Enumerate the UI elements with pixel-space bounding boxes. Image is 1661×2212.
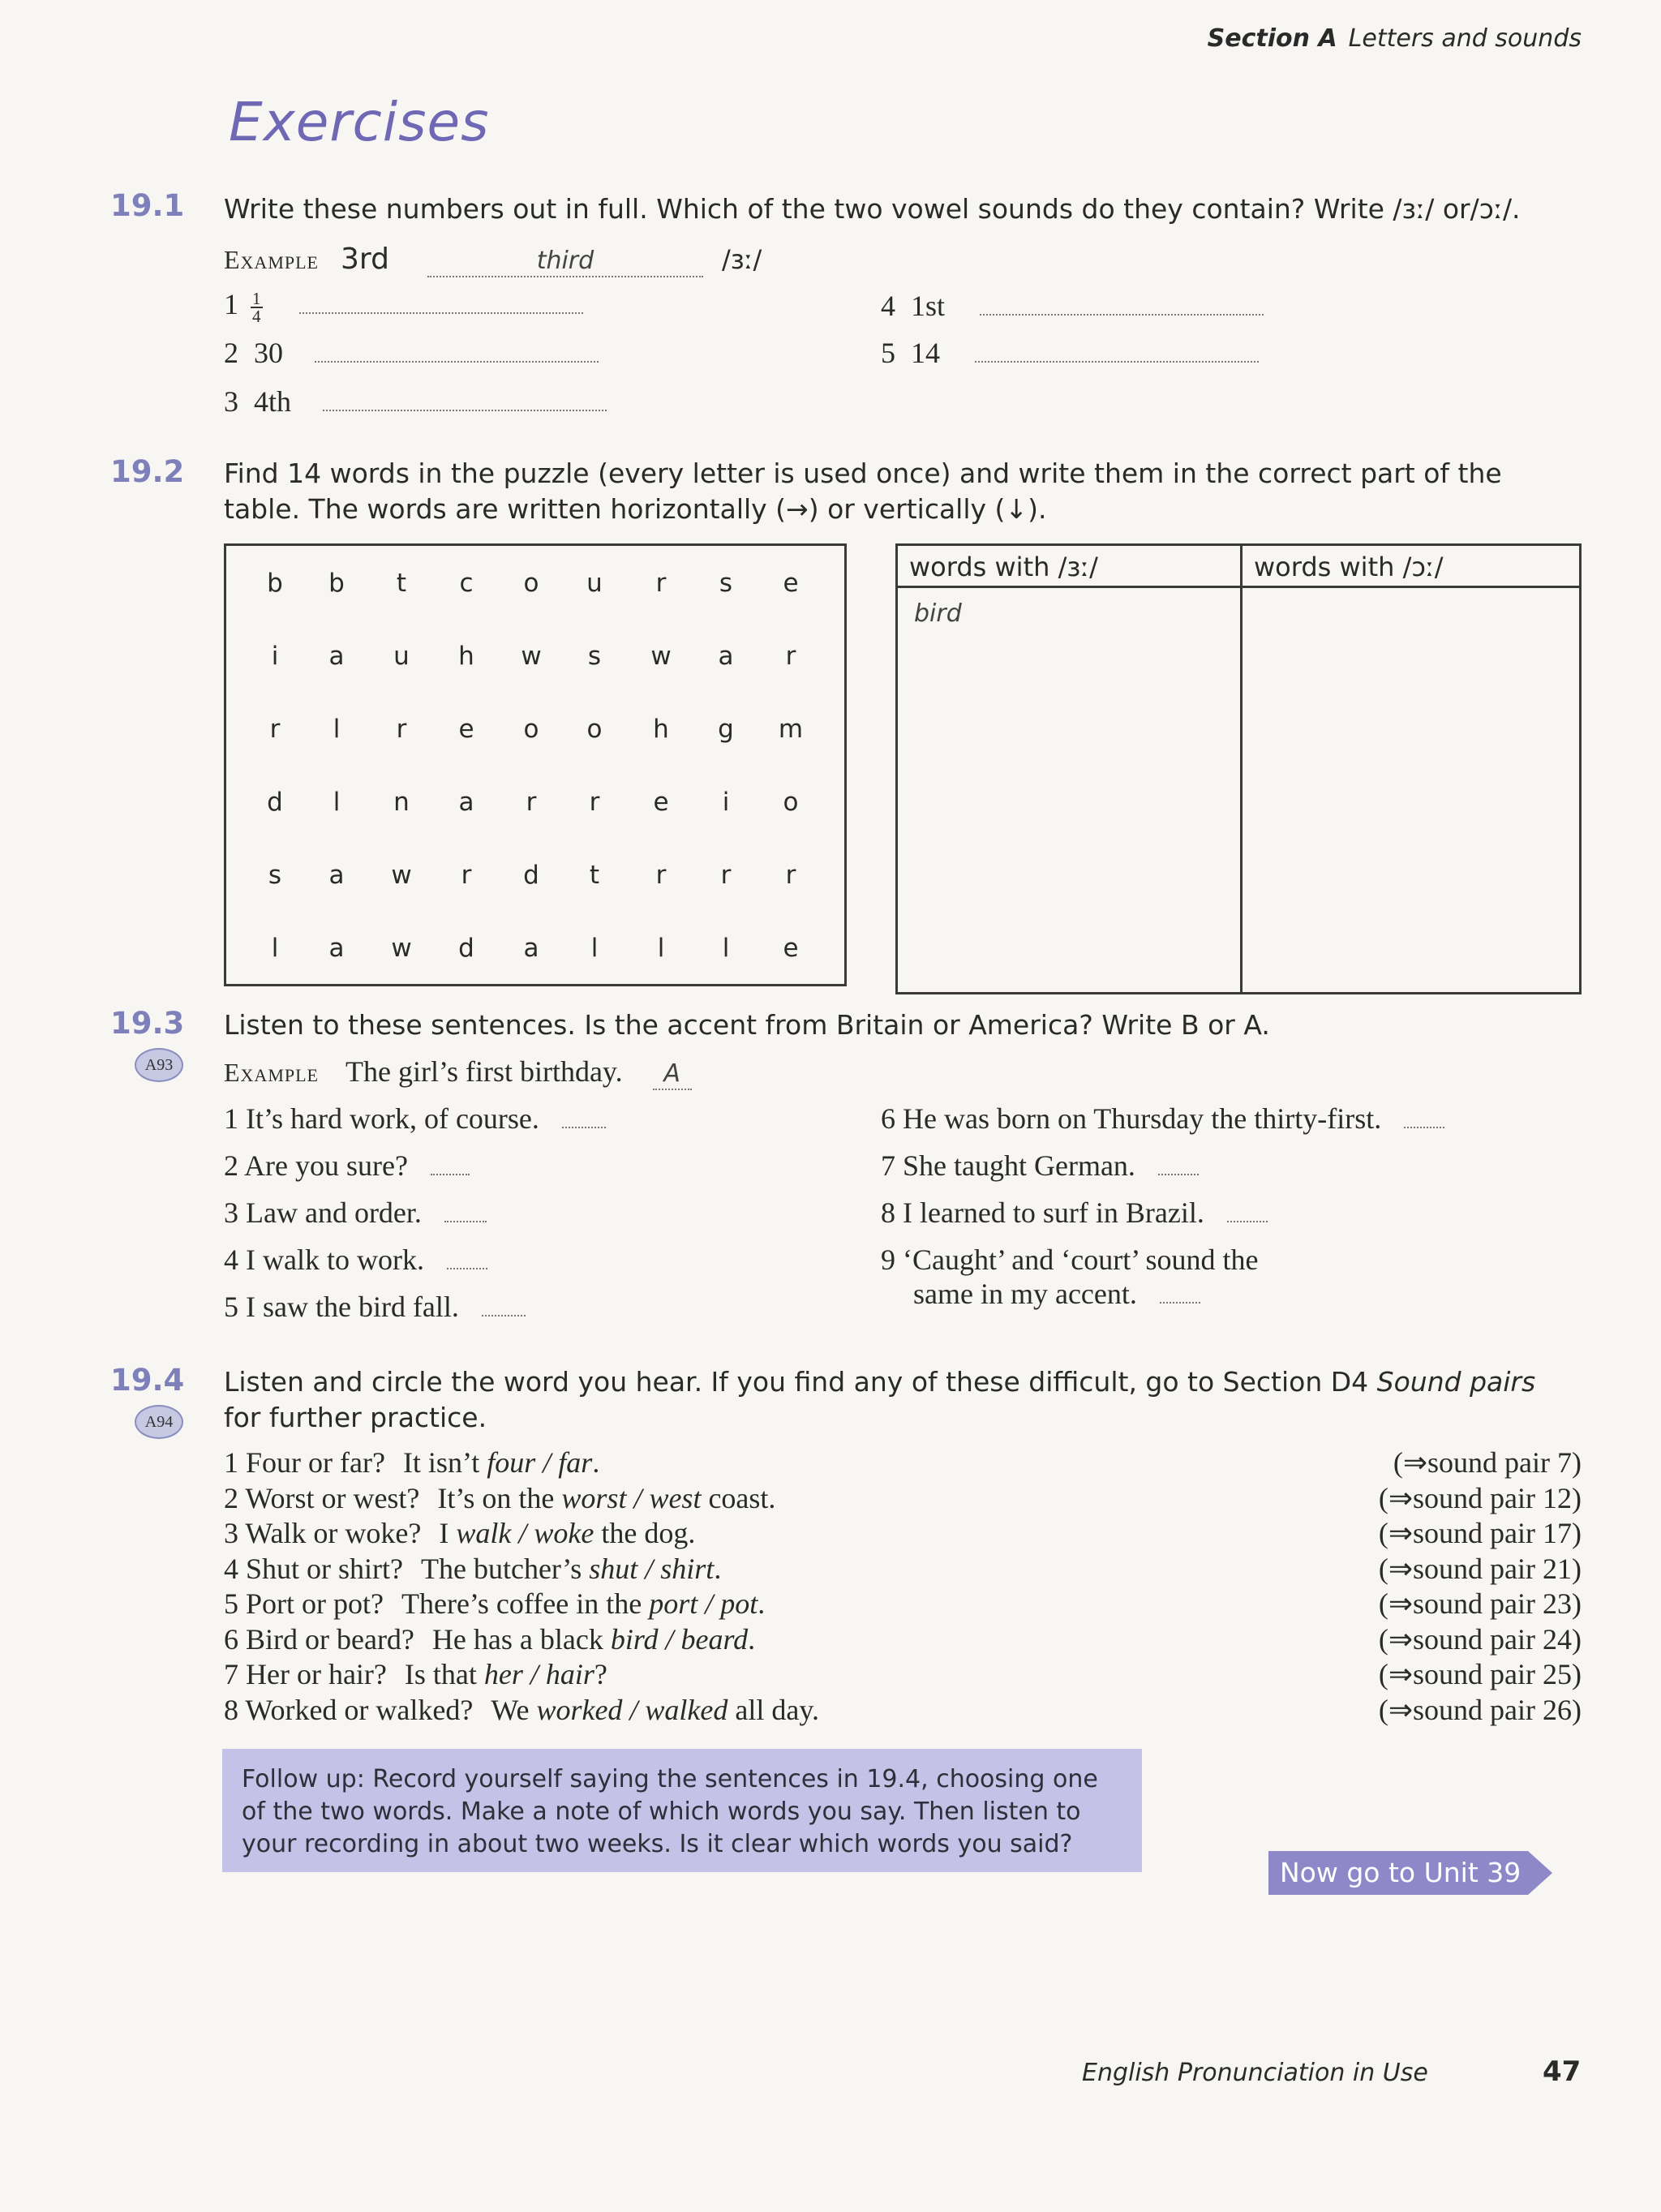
exercise-19-3-item [224, 1149, 470, 1183]
item-sentence: He was born on Thursday the thirty-first. [903, 1102, 1382, 1135]
puzzle-letter: c [459, 569, 474, 598]
item-question: Worst or west? [245, 1482, 420, 1514]
item-sentence-start: I [439, 1517, 449, 1549]
fraction [251, 290, 263, 324]
item-number: 8 [881, 1196, 895, 1229]
exercise-19-4-item [224, 1587, 765, 1621]
item-number: 9 [881, 1243, 895, 1276]
running-head [1208, 24, 1582, 53]
item-word-choice[interactable]: worst / west [561, 1482, 702, 1514]
sound-pair-reference: (⇒sound pair 25) [1378, 1658, 1582, 1690]
word-puzzle-grid [224, 543, 847, 986]
puzzle-letter: g [718, 715, 734, 744]
follow-up-box [222, 1749, 1142, 1872]
page-number: 47 [1543, 2055, 1582, 2088]
puzzle-letter: e [458, 715, 474, 744]
arrow-right-icon [1528, 1851, 1552, 1895]
exercise-19-1-item-4 [881, 289, 1264, 323]
puzzle-letter: l [333, 788, 341, 817]
puzzle-letter: r [526, 788, 537, 817]
item-sentence: She taught German. [903, 1149, 1135, 1182]
exercise-19-3-item [224, 1243, 487, 1277]
instruction-line-1: Listen and circle the word you hear. If you find any of these difficult, go to Section D4 [224, 1366, 1377, 1398]
example-label: Example [224, 1058, 319, 1087]
exercise-19-1-item-2 [224, 336, 599, 370]
item-sentence: Are you sure? [244, 1149, 408, 1182]
item-prompt: 30 [254, 337, 283, 369]
answer-line[interactable] [323, 403, 607, 411]
audio-track-badge[interactable]: A93 [135, 1048, 183, 1082]
puzzle-letter: o [523, 569, 539, 598]
item-number: 4 [224, 1243, 238, 1276]
item-sentence-end: the dog. [601, 1517, 696, 1549]
puzzle-letter: s [719, 569, 733, 598]
puzzle-letter: h [458, 642, 474, 671]
puzzle-letter: r [720, 861, 732, 890]
page-title: Exercises [229, 91, 490, 153]
puzzle-letter: o [783, 788, 799, 817]
puzzle-letter: l [271, 934, 279, 963]
table-divider [1240, 546, 1243, 992]
item-question: Worked or walked? [245, 1694, 474, 1726]
exercise-19-2-instruction [224, 456, 1570, 527]
item-sentence-end: . [748, 1623, 756, 1656]
exercise-19-4-item [224, 1693, 819, 1727]
puzzle-letter: r [461, 861, 472, 890]
puzzle-letter: h [653, 715, 669, 744]
puzzle-letter: e [783, 569, 799, 598]
item-sentence-start: Is that [404, 1658, 477, 1690]
item-number: 7 [224, 1658, 238, 1690]
answer-line[interactable] [315, 354, 599, 363]
item-number: 1 [224, 1102, 238, 1135]
sound-pair-reference: (⇒sound pair 21) [1378, 1553, 1582, 1585]
exercise-19-3-item [881, 1149, 1199, 1183]
exercise-19-1-item-5 [881, 336, 1259, 370]
puzzle-letter: u [586, 569, 603, 598]
table-header-er: words with /ɜː/ [898, 546, 1240, 588]
exercise-19-4-item [224, 1481, 775, 1515]
exercise-19-4-item [224, 1622, 755, 1656]
example-answer: third [536, 247, 594, 275]
exercise-19-4-instruction [224, 1364, 1570, 1436]
puzzle-letter: s [268, 861, 282, 890]
puzzle-letter: a [328, 934, 345, 963]
puzzle-letter: o [523, 715, 539, 744]
instruction-line-2: for further practice. [224, 1402, 487, 1433]
item-sentence-start: It’s on the [437, 1482, 555, 1514]
table-example-word: bird [914, 599, 962, 628]
item-sentence-start: It isn’t [402, 1446, 480, 1479]
item-word-choice[interactable]: worked / walked [536, 1694, 728, 1726]
item-word-choice[interactable]: four / far [487, 1446, 593, 1479]
item-prompt: 4th [254, 385, 292, 418]
example-label: Example [224, 245, 319, 274]
exercise-19-3-item [224, 1102, 606, 1136]
puzzle-letter: b [328, 569, 345, 598]
follow-up-line-2: of the two words. Make a note of which words you say. Then listen to [242, 1798, 1081, 1826]
puzzle-letter: n [393, 788, 410, 817]
puzzle-letter: s [587, 642, 602, 671]
item-sentence-end: coast. [708, 1482, 776, 1514]
item-sentence-start: There’s coffee in the [401, 1587, 642, 1620]
exercise-19-3-item [881, 1102, 1444, 1136]
puzzle-letter: w [391, 934, 412, 963]
item-number: 7 [881, 1149, 895, 1182]
puzzle-letter: l [657, 934, 665, 963]
fraction-denominator: 4 [252, 306, 261, 326]
puzzle-letter: r [785, 642, 796, 671]
item-number: 3 [224, 1196, 238, 1229]
example-prompt: 3rd [341, 243, 389, 276]
sound-pair-reference: (⇒sound pair 12) [1378, 1482, 1582, 1514]
item-number: 2 [224, 1149, 238, 1182]
follow-up-line-1: Record yourself saying the sentences in 19.4, choosing one [372, 1765, 1098, 1793]
item-number: 8 [224, 1694, 238, 1726]
item-number: 3 [224, 1517, 238, 1549]
item-question: Bird or beard? [246, 1623, 414, 1656]
answer-blank[interactable] [1227, 1214, 1268, 1222]
item-number: 5 [224, 1291, 238, 1323]
answer-blank[interactable] [1160, 1295, 1200, 1304]
item-word-choice[interactable]: bird / beard [610, 1623, 749, 1656]
puzzle-letter: r [785, 861, 796, 890]
puzzle-letter: d [267, 788, 283, 817]
exercise-number-19-1: 19.1 [110, 188, 185, 223]
table-header-or: words with /ɔː/ [1243, 546, 1579, 588]
item-number: 1 [224, 288, 238, 320]
item-sentence-end: . [714, 1553, 722, 1585]
item-sentence-end: ? [594, 1658, 607, 1690]
puzzle-letter: b [267, 569, 283, 598]
item-question: Her or hair? [246, 1658, 387, 1690]
answer-blank[interactable] [447, 1261, 487, 1269]
answer-blank[interactable] [431, 1167, 470, 1175]
puzzle-letter: a [718, 642, 734, 671]
puzzle-letter: r [396, 715, 407, 744]
example-sentence: The girl’s first birthday. [346, 1055, 623, 1088]
sound-pair-reference: (⇒sound pair 23) [1378, 1587, 1582, 1620]
exercise-19-3-item [881, 1196, 1268, 1230]
item-number: 5 [224, 1587, 238, 1620]
exercise-19-3-item [224, 1290, 526, 1324]
item-word-choice[interactable]: shut / shirt [589, 1553, 715, 1585]
item-number: 4 [224, 1553, 238, 1585]
exercise-19-1-item-1 [224, 287, 583, 324]
puzzle-letter: l [722, 934, 730, 963]
item-word-choice[interactable]: port / pot [649, 1587, 758, 1620]
answer-line[interactable] [980, 307, 1264, 316]
instruction-reference: Sound pairs [1376, 1366, 1536, 1398]
section-title: Letters and sounds [1348, 24, 1582, 53]
item-number: 3 [224, 385, 238, 418]
puzzle-letter: r [269, 715, 281, 744]
exercise-19-1-instruction: Write these numbers out in full. Which of the two vowel sounds do they contain? Write /ɜː/ or/ɔː/. [224, 193, 1521, 225]
footer-book-title: English Pronunciation in Use [1082, 2059, 1428, 2087]
exercise-19-1-item-3 [224, 384, 607, 419]
puzzle-letter: m [778, 715, 804, 744]
puzzle-letter: r [589, 788, 600, 817]
example-sound: /ɜː/ [721, 244, 762, 275]
item-question: Walk or woke? [245, 1517, 422, 1549]
item-question: Shut or shirt? [246, 1553, 403, 1585]
exercise-19-1-example [224, 242, 762, 277]
answer-blank[interactable] [1158, 1167, 1199, 1175]
exercise-19-4-item [224, 1516, 695, 1550]
puzzle-letter: u [393, 642, 410, 671]
puzzle-letter: a [328, 861, 345, 890]
puzzle-letter: r [655, 569, 667, 598]
item-sentence: I saw the bird fall. [246, 1291, 459, 1323]
instruction-line-2: table. The words are written horizontally (→) or vertically (↓). [224, 493, 1047, 525]
section-label: Section A [1207, 24, 1337, 53]
answer-blank[interactable] [482, 1308, 526, 1316]
item-number: 2 [224, 337, 238, 369]
puzzle-letter: t [589, 861, 600, 890]
follow-up-label: Follow up: [242, 1765, 365, 1793]
sound-pair-reference: (⇒sound pair 7) [1393, 1446, 1582, 1479]
item-sentence-continued: same in my accent. [913, 1278, 1137, 1310]
item-number: 2 [224, 1482, 238, 1514]
item-word-choice[interactable]: walk / woke [456, 1517, 594, 1549]
sound-pair-reference: (⇒sound pair 26) [1378, 1694, 1582, 1726]
item-sentence-start: He has a black [431, 1623, 603, 1656]
item-sentence-end: . [758, 1587, 766, 1620]
item-prompt: 1st [911, 290, 946, 322]
puzzle-letter: r [655, 861, 667, 890]
item-sentence: I walk to work. [246, 1243, 424, 1276]
exercise-number-19-3: 19.3 [110, 1006, 185, 1041]
item-number: 5 [881, 337, 895, 369]
item-number: 6 [881, 1102, 895, 1135]
item-question: Four or far? [246, 1446, 385, 1479]
next-unit-button[interactable]: Now go to Unit 39 [1268, 1851, 1528, 1895]
item-sentence: I learned to surf in Brazil. [903, 1196, 1204, 1229]
exercise-19-4-item [224, 1657, 607, 1691]
puzzle-letter: i [722, 788, 730, 817]
item-sentence-end: . [592, 1446, 600, 1479]
exercise-number-19-2: 19.2 [110, 454, 185, 489]
answer-blank[interactable] [1404, 1120, 1444, 1128]
exercise-19-4-item [224, 1552, 721, 1586]
sound-pair-reference: (⇒sound pair 17) [1378, 1517, 1582, 1549]
puzzle-letter: a [523, 934, 539, 963]
words-table [895, 543, 1582, 994]
puzzle-letter: t [396, 569, 407, 598]
puzzle-letter: w [650, 642, 672, 671]
item-sentence: It’s hard work, of course. [246, 1102, 539, 1135]
item-prompt: 14 [911, 337, 940, 369]
item-number: 6 [224, 1623, 238, 1656]
audio-track-badge[interactable]: A94 [135, 1405, 183, 1439]
exercise-19-3-example [224, 1054, 692, 1090]
answer-line[interactable] [975, 354, 1259, 363]
puzzle-letter: d [523, 861, 539, 890]
exercise-19-3-item [224, 1196, 487, 1230]
puzzle-letter: d [458, 934, 474, 963]
item-word-choice[interactable]: her / hair [483, 1658, 594, 1690]
answer-blank[interactable] [444, 1214, 487, 1222]
puzzle-letter: o [586, 715, 603, 744]
exercise-19-3-item [881, 1243, 1259, 1311]
puzzle-letter: a [458, 788, 474, 817]
follow-up-line-3: your recording in about two weeks. Is it clear which words you said? [242, 1830, 1073, 1858]
item-question: Port or pot? [246, 1587, 384, 1620]
example-answer: A [663, 1059, 680, 1088]
exercise-number-19-4: 19.4 [110, 1363, 185, 1398]
item-number: 1 [224, 1446, 238, 1479]
puzzle-letter: w [521, 642, 542, 671]
item-sentence: ‘Caught’ and ‘court’ sound the [903, 1243, 1259, 1276]
puzzle-letter: i [271, 642, 279, 671]
instruction-line-1: Find 14 words in the puzzle (every letter is used once) and write them in the correct part of the [224, 457, 1502, 489]
sound-pair-reference: (⇒sound pair 24) [1378, 1623, 1582, 1656]
item-sentence-end: all day. [735, 1694, 820, 1726]
puzzle-letter: w [391, 861, 412, 890]
puzzle-letter: e [783, 934, 799, 963]
puzzle-letter: a [328, 642, 345, 671]
fraction-numerator: 1 [252, 288, 261, 308]
exercise-19-3-instruction: Listen to these sentences. Is the accent from Britain or America? Write B or A. [224, 1009, 1270, 1041]
item-sentence: Law and order. [246, 1196, 422, 1229]
exercise-19-4-item [224, 1445, 599, 1480]
answer-blank[interactable] [562, 1120, 606, 1128]
item-number: 4 [881, 290, 895, 322]
item-sentence-start: We [491, 1694, 530, 1726]
answer-line[interactable] [299, 306, 583, 314]
puzzle-letter: e [653, 788, 669, 817]
puzzle-letter: l [333, 715, 341, 744]
item-sentence-start: The butcher’s [421, 1553, 582, 1585]
puzzle-letter: l [590, 934, 599, 963]
